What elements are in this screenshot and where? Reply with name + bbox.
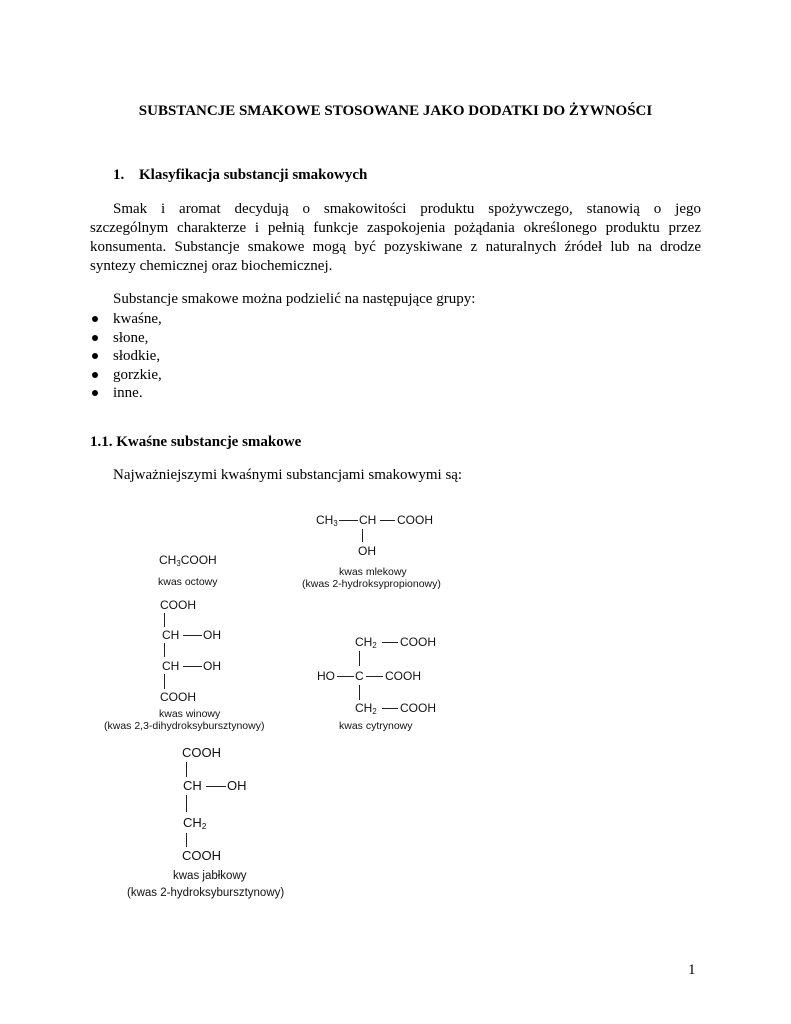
acetic-formula: $CH_3COOH$ bbox=[159, 553, 217, 568]
acetic-name: kwas octowy bbox=[158, 576, 218, 588]
section-1-title: Klasyfikacja substancji smakowych bbox=[139, 167, 368, 183]
bullet-icon bbox=[92, 372, 98, 378]
list-item bbox=[90, 347, 162, 366]
tartaric-oh-1: OH bbox=[203, 628, 221, 642]
malic-bond-2 bbox=[206, 786, 226, 787]
lactic-cooh: COOH bbox=[397, 513, 433, 527]
list-item bbox=[90, 310, 162, 329]
citric-bond-3 bbox=[337, 676, 354, 677]
citric-bond-6 bbox=[382, 708, 398, 709]
malic-oh: OH bbox=[227, 778, 247, 793]
malic-name: kwas jabłkowy bbox=[173, 870, 247, 882]
lactic-ch3: $CH_3$ bbox=[316, 513, 338, 528]
paragraph-2: Substancje smakowe można podzielić na następujące grupy: bbox=[113, 291, 476, 307]
lactic-bond-1 bbox=[339, 520, 358, 521]
malic-iupac: (kwas 2-hydroksybursztynowy) bbox=[127, 887, 285, 899]
tartaric-bond-5 bbox=[164, 674, 165, 689]
tartaric-name: kwas winowy bbox=[159, 708, 221, 720]
citric-cooh-3: COOH bbox=[400, 701, 436, 715]
bullet-icon bbox=[92, 353, 98, 359]
malic-ch: CH bbox=[183, 778, 202, 793]
tartaric-iupac: (kwas 2,3-dihydroksybursztynowy) bbox=[104, 720, 265, 732]
malic-bond-4 bbox=[186, 833, 187, 847]
malic-ch2: $CH_2$ bbox=[183, 815, 207, 832]
citric-ho: HO bbox=[317, 669, 335, 683]
tartaric-oh-2: OH bbox=[203, 659, 221, 673]
citric-bond-5 bbox=[359, 685, 360, 700]
tartaric-cooh-bottom: COOH bbox=[160, 690, 196, 704]
list-item-text: gorzkie, bbox=[113, 366, 162, 383]
list-item bbox=[90, 329, 162, 348]
list-item bbox=[90, 384, 162, 403]
lactic-name: kwas mlekowy bbox=[339, 566, 407, 578]
document-title: SUBSTANCJE SMAKOWE STOSOWANE JAKO DODATKI DO ŻYWNOŚCI bbox=[138, 103, 653, 119]
tartaric-bond-1 bbox=[164, 613, 165, 627]
lactic-iupac: (kwas 2-hydroksypropionowy) bbox=[302, 578, 441, 590]
section-1-1-heading: 1.1. Kwaśne substancje smakowe bbox=[90, 434, 302, 450]
citric-name: kwas cytrynowy bbox=[339, 720, 413, 732]
citric-bond-4 bbox=[366, 676, 383, 677]
citric-cooh-2: COOH bbox=[385, 669, 421, 683]
section-1-heading bbox=[113, 167, 367, 184]
list-item bbox=[90, 366, 162, 385]
tartaric-cooh-top: COOH bbox=[160, 598, 196, 612]
paragraph-3: Najważniejszymi kwaśnymi substancjami smakowymi są: bbox=[113, 467, 463, 483]
bullet-icon bbox=[92, 390, 98, 396]
citric-cooh-1: COOH bbox=[400, 635, 436, 649]
tartaric-bond-2 bbox=[183, 635, 202, 636]
page-number: 1 bbox=[688, 962, 696, 978]
list-item-text: słodkie, bbox=[113, 348, 161, 364]
citric-c: C bbox=[355, 669, 364, 683]
taste-groups-list bbox=[90, 310, 162, 403]
lactic-bond-3 bbox=[362, 529, 363, 542]
paragraph-1-line-4: syntezy chemicznej oraz biochemicznej. bbox=[90, 258, 333, 274]
malic-cooh-bottom: COOH bbox=[182, 848, 221, 863]
bullet-icon bbox=[92, 335, 98, 341]
paragraph-1-line-1: Smak i aromat decydują o smakowitości produktu spożywczego, stanowią o jego bbox=[113, 201, 701, 217]
citric-bond-2 bbox=[359, 651, 360, 666]
lactic-bond-2 bbox=[380, 520, 395, 521]
paragraph-1 bbox=[90, 200, 701, 276]
malic-cooh-top: COOH bbox=[182, 745, 221, 760]
list-item-text: kwaśne, bbox=[113, 311, 162, 327]
list-item-text: słone, bbox=[113, 329, 149, 346]
paragraph-1-line-2: szczególnym charakterze i pełnią funkcje zaspokojenia pożądania określonego produktu przez bbox=[90, 220, 701, 236]
citric-bond-1 bbox=[382, 642, 398, 643]
lactic-ch: CH bbox=[359, 513, 377, 527]
tartaric-ch-1: CH bbox=[162, 628, 180, 642]
citric-ch2-bottom: $CH_2$ bbox=[355, 701, 377, 716]
list-item-text: inne. bbox=[113, 385, 143, 401]
paragraph-1-line-3: konsumenta. Substancje smakowe mogą być pozyskiwane z naturalnych źródeł lub na drodze bbox=[90, 239, 701, 255]
tartaric-ch-2: CH bbox=[162, 659, 180, 673]
tartaric-bond-4 bbox=[183, 666, 202, 667]
malic-bond-3 bbox=[186, 795, 187, 812]
lactic-oh: OH bbox=[358, 544, 376, 558]
section-1-number: 1. bbox=[113, 167, 125, 183]
malic-bond-1 bbox=[186, 762, 187, 777]
tartaric-bond-3 bbox=[164, 643, 165, 657]
citric-ch2-top: $CH_2$ bbox=[355, 635, 377, 650]
bullet-icon bbox=[92, 316, 98, 322]
